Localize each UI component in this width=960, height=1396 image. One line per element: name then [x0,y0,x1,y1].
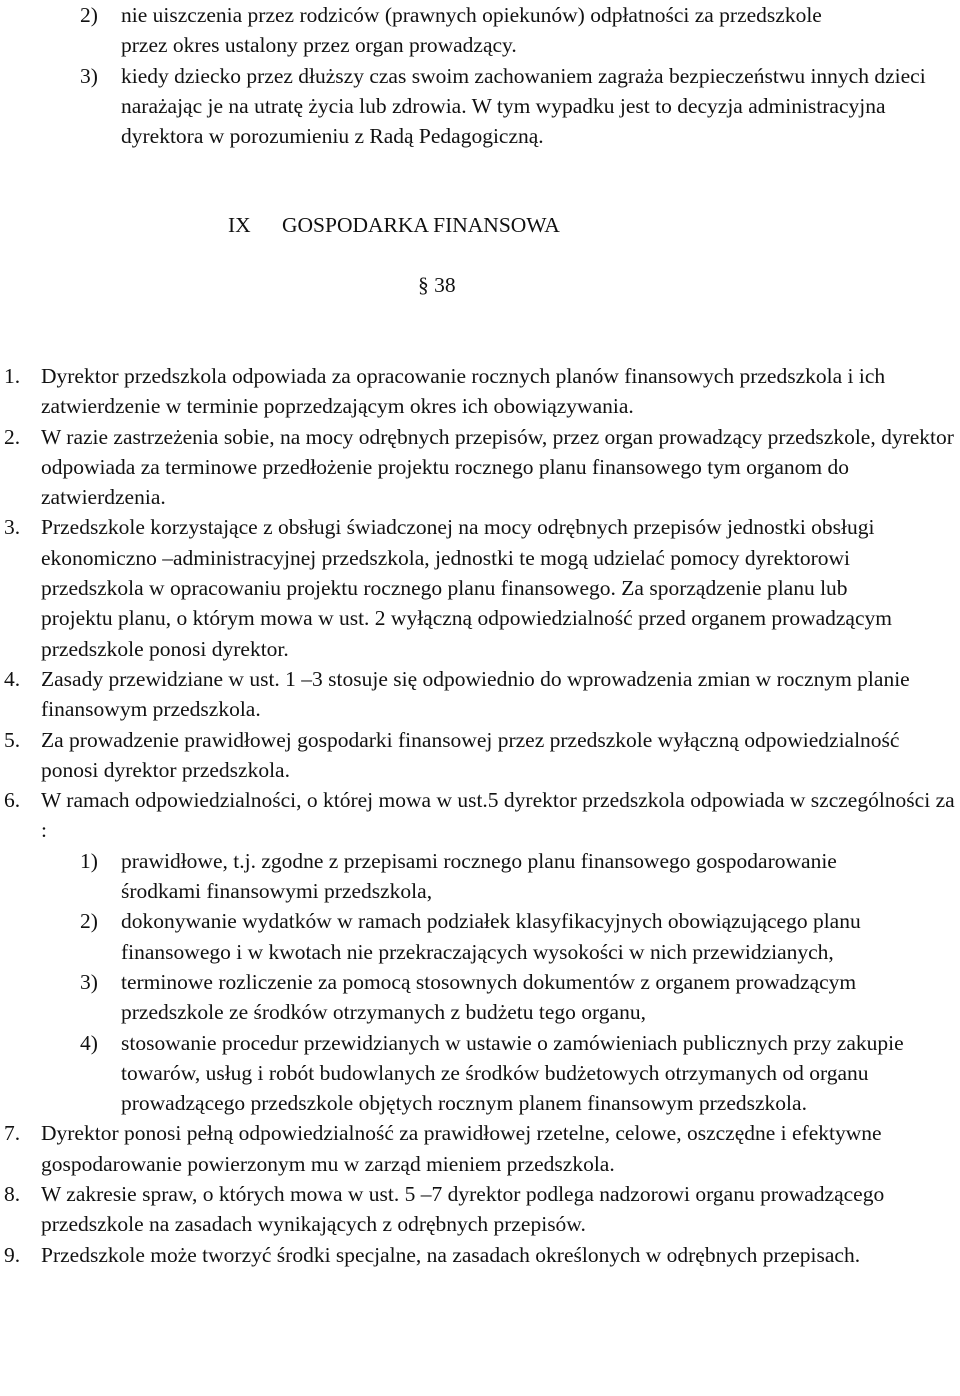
sub-list-item-text: prawidłowe, t.j. zgodne z przepisami rocznego planu finansowego gospodarowanie środkami finansowymi przedszkola, [121,848,837,904]
list-item-text: W ramach odpowiedzialności, o której mowa w ust.5 dyrektor przedszkola odpowiada w szczególności za : [41,788,955,843]
list-item [0,1118,960,1179]
list-item-number: 1. [4,364,21,388]
sub-list-item [0,846,960,907]
list-item-text: W zakresie spraw, o których mowa w ust. 5 –7 dyrektor podlega nadzorowi organu prowadzącego przedszkole na zasadach wynikających z odrębnych przepisów. [41,1182,885,1237]
list-item [0,785,960,846]
list-item-number: 3) [80,63,98,88]
list-item-number: 3. [4,515,21,540]
continued-list [0,0,960,151]
list-item [0,1240,960,1270]
list-item-text: Za prowadzenie prawidłowej gospodarki finansowej przez przedszkole wyłączną odpowiedzialność ponosi dyrektor przedszkola. [41,727,900,782]
list-item-text: Przedszkole korzystające z obsługi świadczonej na mocy odrębnych przepisów jednostki obsługi ekonomiczno –administracyjnej przedszkola, jednostki te mogą udzielać pomocy dyrektorowi przedszkola w opracowaniu projektu rocznego planu finansowego. Za sporządzenie planu lub projektu planu, o którym mowa w ust. 2 wyłączną odpowiedzialność przed organem prowadzącym przedszkole ponosi dyrektor. [41,515,892,661]
numbered-list [0,361,960,1270]
paragraph-number: § 38 [418,273,456,297]
list-item [0,725,960,786]
sub-list [0,846,960,1119]
list-item [0,422,960,513]
list-item-text: Przedszkole może tworzyć środki specjalne, na zasadach określonych w odrębnych przepisach. [41,1242,861,1267]
sub-list-item [0,1028,960,1119]
list-item-number: 5. [4,727,21,752]
list-item [0,1179,960,1240]
section-number: IX [228,213,251,237]
list-item-number: 7. [4,1121,21,1146]
sub-list-item-number: 1) [80,848,98,873]
sub-list-item [0,906,960,967]
sub-list-item-text: dokonywanie wydatków w ramach podziałek klasyfikacyjnych obowiązującego planu finansowego i w kwotach nie przekraczających wysokości w nich przewidzianych, [121,909,861,964]
list-item-number: 9. [4,1242,21,1267]
list-item-number: 8. [4,1182,21,1207]
sub-list-item [0,967,960,1028]
section-title: GOSPODARKA FINANSOWA [282,213,560,237]
list-item-text: Dyrektor przedszkola odpowiada za opracowanie rocznych planów finansowych przedszkola i ich zatwierdzenie w terminie poprzedzającym okres ich obowiązywania. [41,364,886,419]
list-item [0,0,960,61]
sub-list-item-text: stosowanie procedur przewidzianych w ustawie o zamówieniach publicznych przy zakupie towarów, usług i robót budowlanych ze środków budżetowych otrzymanych od organu prowadzącego przedszkole objętych rocznym planem finansowym przedszkola. [121,1030,904,1116]
section-heading [228,210,560,240]
sub-list-item-number: 3) [80,969,98,994]
sub-list-item-number: 4) [80,1030,98,1055]
list-item-text: nie uiszczenia przez rodziców (prawnych opiekunów) odpłatności za przedszkole przez okres ustalony przez organ prowadzący. [121,3,822,58]
list-item-number: 2. [4,424,21,449]
list-item [0,512,960,663]
list-item-text: Zasady przewidziane w ust. 1 –3 stosuje się odpowiednio do wprowadzenia zmian w rocznym planie finansowym przedszkola. [41,666,910,722]
list-item-text: kiedy dziecko przez dłuższy czas swoim zachowaniem zagraża bezpieczeństwu innych dzieci narażając je na utratę życia lub zdrowia. W tym wypadku jest to decyzja administracyjna dyrektora w porozumieniu z Radą Pedagogiczną. [121,63,926,149]
list-item-text: Dyrektor ponosi pełną odpowiedzialność za prawidłowej rzetelne, celowe, oszczędne i efektywne gospodarowanie powierzonym mu w zarząd mieniem przedszkola. [41,1121,882,1176]
list-item-number: 4. [4,666,21,691]
sub-list-item-text: terminowe rozliczenie za pomocą stosownych dokumentów z organem prowadzącym przedszkole ze środków otrzymanych z budżetu tego organu, [121,969,857,1025]
list-item-text: W razie zastrzeżenia sobie, na mocy odrębnych przepisów, przez organ prowadzący przedszkole, dyrektor odpowiada za terminowe przedłożenie projektu rocznego planu finansowego tym organom do zatwierdzenia. [41,424,954,510]
list-item-number: 6. [4,788,21,813]
list-item-number: 2) [80,3,98,27]
list-item [0,664,960,725]
list-item [0,61,960,152]
sub-list-item-number: 2) [80,909,98,934]
list-item [0,361,960,422]
